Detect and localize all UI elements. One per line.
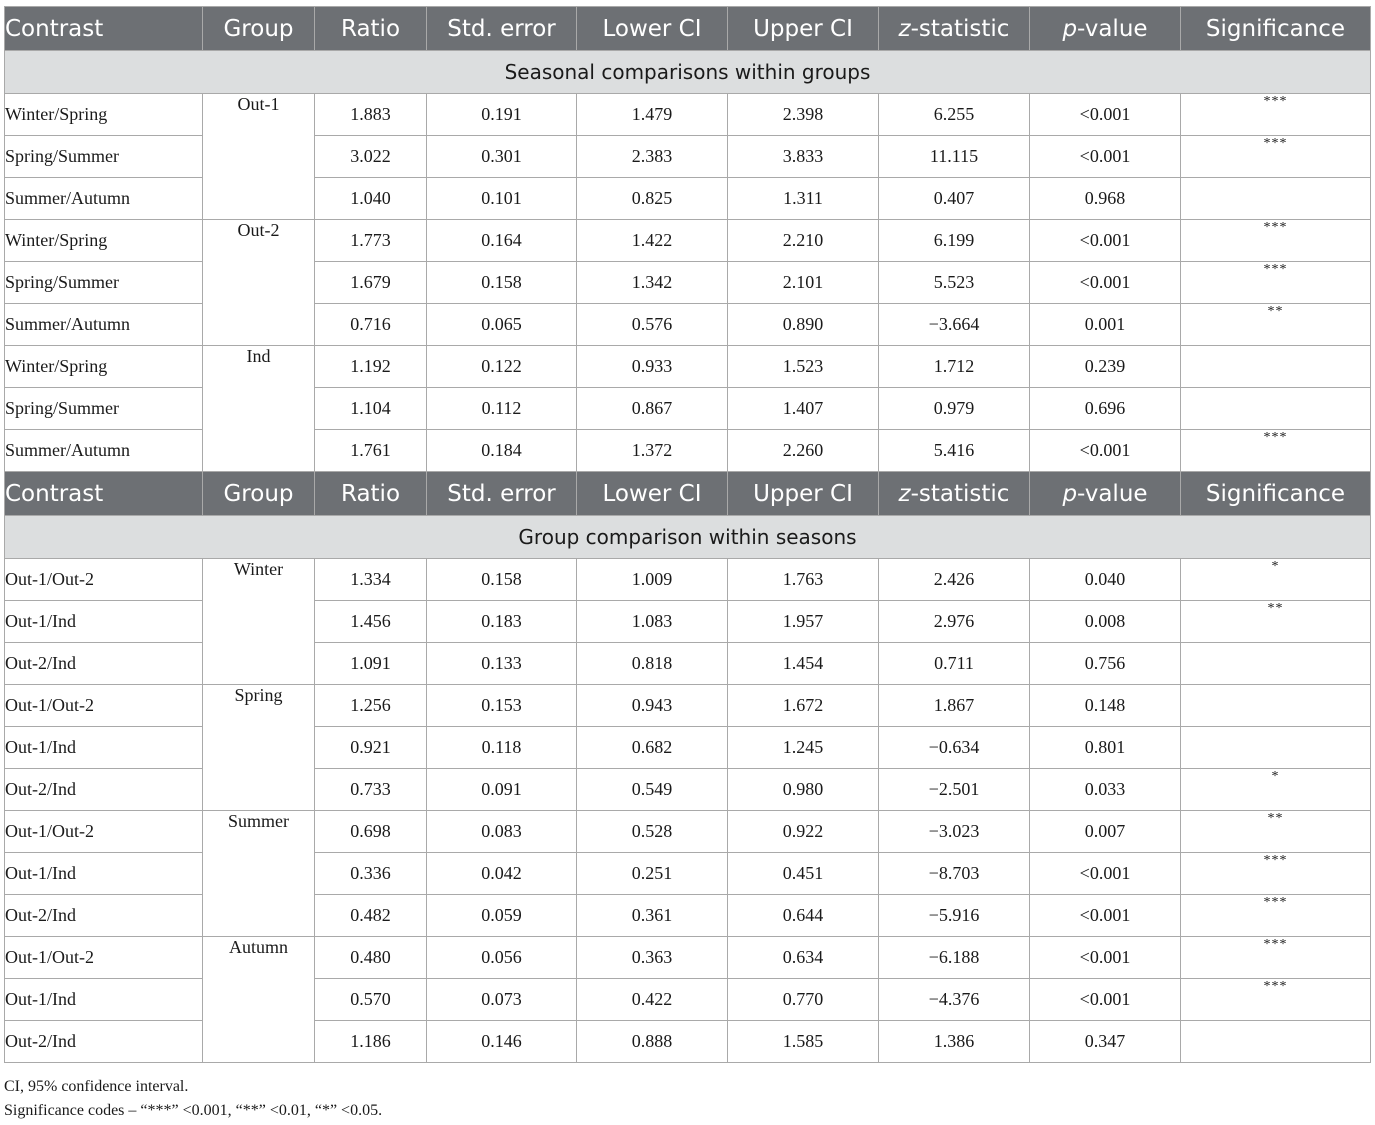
cell-p-value: 0.756 [1030,643,1181,685]
cell-contrast: Out-2/Ind [5,895,203,937]
cell-upper-ci: 1.763 [728,559,879,601]
cell-upper-ci: 0.451 [728,853,879,895]
cell-p-value: 0.801 [1030,727,1181,769]
cell-std-error: 0.184 [427,430,577,472]
cell-significance: *** [1181,853,1371,895]
cell-p-value: <0.001 [1030,430,1181,472]
cell-z-statistic: 1.386 [879,1021,1030,1063]
cell-contrast: Winter/Spring [5,346,203,388]
table-row [5,559,1371,601]
cell-lower-ci: 0.888 [577,1021,728,1063]
section-title: Seasonal comparisons within groups [5,51,1371,94]
cell-upper-ci: 0.770 [728,979,879,1021]
column-header-z-statistic: z-statistic [879,472,1030,516]
cell-lower-ci: 0.549 [577,769,728,811]
table-row [5,937,1371,979]
cell-upper-ci: 2.101 [728,262,879,304]
table-row [5,94,1371,136]
cell-p-value: <0.001 [1030,220,1181,262]
cell-ratio: 3.022 [315,136,427,178]
column-header-p-value: p-value [1030,472,1181,516]
cell-upper-ci: 0.890 [728,304,879,346]
cell-ratio: 0.921 [315,727,427,769]
cell-z-statistic: 5.523 [879,262,1030,304]
cell-z-statistic: −3.664 [879,304,1030,346]
cell-contrast: Out-1/Out-2 [5,559,203,601]
cell-ratio: 0.733 [315,769,427,811]
cell-group: Out-2 [203,220,315,346]
cell-lower-ci: 0.361 [577,895,728,937]
cell-upper-ci: 1.585 [728,1021,879,1063]
cell-ratio: 1.883 [315,94,427,136]
cell-z-statistic: 1.867 [879,685,1030,727]
cell-lower-ci: 0.576 [577,304,728,346]
cell-significance [1181,388,1371,430]
cell-z-statistic: −2.501 [879,769,1030,811]
cell-z-statistic: −4.376 [879,979,1030,1021]
column-header-upper-ci: Upper CI [728,472,879,516]
cell-p-value: <0.001 [1030,136,1181,178]
column-header-contrast: Contrast [5,7,203,51]
cell-z-statistic: 5.416 [879,430,1030,472]
cell-p-value: 0.148 [1030,685,1181,727]
cell-contrast: Out-1/Out-2 [5,937,203,979]
cell-upper-ci: 1.407 [728,388,879,430]
cell-contrast: Out-1/Ind [5,727,203,769]
cell-significance [1181,346,1371,388]
cell-z-statistic: 0.711 [879,643,1030,685]
cell-upper-ci: 0.644 [728,895,879,937]
cell-p-value: <0.001 [1030,853,1181,895]
cell-contrast: Out-2/Ind [5,1021,203,1063]
cell-ratio: 1.256 [315,685,427,727]
cell-significance: *** [1181,220,1371,262]
cell-lower-ci: 0.825 [577,178,728,220]
cell-lower-ci: 0.943 [577,685,728,727]
cell-upper-ci: 3.833 [728,136,879,178]
cell-significance: * [1181,559,1371,601]
cell-group: Out-1 [203,94,315,220]
cell-upper-ci: 1.454 [728,643,879,685]
cell-ratio: 0.482 [315,895,427,937]
cell-ratio: 0.570 [315,979,427,1021]
column-header-ratio: Ratio [315,472,427,516]
cell-p-value: <0.001 [1030,94,1181,136]
cell-lower-ci: 2.383 [577,136,728,178]
section-title: Group comparison within seasons [5,516,1371,559]
cell-z-statistic: −8.703 [879,853,1030,895]
table-row [5,346,1371,388]
cell-p-value: 0.008 [1030,601,1181,643]
cell-std-error: 0.059 [427,895,577,937]
cell-z-statistic: 6.199 [879,220,1030,262]
cell-group: Spring [203,685,315,811]
cell-z-statistic: −5.916 [879,895,1030,937]
cell-ratio: 0.336 [315,853,427,895]
cell-significance: ** [1181,811,1371,853]
cell-p-value: 0.033 [1030,769,1181,811]
cell-ratio: 1.679 [315,262,427,304]
cell-contrast: Summer/Autumn [5,430,203,472]
cell-significance [1181,1021,1371,1063]
cell-ratio: 1.761 [315,430,427,472]
cell-contrast: Spring/Summer [5,388,203,430]
cell-significance: *** [1181,979,1371,1021]
cell-contrast: Winter/Spring [5,220,203,262]
cell-group: Autumn [203,937,315,1063]
cell-lower-ci: 0.818 [577,643,728,685]
cell-ratio: 0.716 [315,304,427,346]
cell-z-statistic: 1.712 [879,346,1030,388]
column-header-lower-ci: Lower CI [577,7,728,51]
column-header-significance: Significance [1181,472,1371,516]
cell-contrast: Out-1/Ind [5,979,203,1021]
cell-ratio: 0.698 [315,811,427,853]
cell-upper-ci: 2.398 [728,94,879,136]
cell-p-value: 0.696 [1030,388,1181,430]
cell-ratio: 1.192 [315,346,427,388]
cell-std-error: 0.164 [427,220,577,262]
section-row [5,516,1371,559]
cell-group: Ind [203,346,315,472]
cell-ratio: 1.773 [315,220,427,262]
cell-z-statistic: 2.426 [879,559,1030,601]
cell-std-error: 0.083 [427,811,577,853]
cell-significance: *** [1181,430,1371,472]
cell-upper-ci: 2.260 [728,430,879,472]
cell-z-statistic: −6.188 [879,937,1030,979]
cell-lower-ci: 0.682 [577,727,728,769]
cell-significance: *** [1181,94,1371,136]
cell-significance: * [1181,769,1371,811]
cell-std-error: 0.153 [427,685,577,727]
cell-upper-ci: 0.980 [728,769,879,811]
cell-p-value: <0.001 [1030,895,1181,937]
cell-p-value: 0.040 [1030,559,1181,601]
cell-contrast: Summer/Autumn [5,304,203,346]
column-header-z-statistic: z-statistic [879,7,1030,51]
cell-upper-ci: 0.922 [728,811,879,853]
cell-contrast: Summer/Autumn [5,178,203,220]
cell-lower-ci: 0.867 [577,388,728,430]
table-footnotes [4,1075,1370,1123]
cell-upper-ci: 0.634 [728,937,879,979]
cell-lower-ci: 1.422 [577,220,728,262]
header-row [5,472,1371,516]
cell-std-error: 0.133 [427,643,577,685]
cell-z-statistic: 6.255 [879,94,1030,136]
cell-ratio: 1.104 [315,388,427,430]
cell-contrast: Out-1/Ind [5,601,203,643]
cell-contrast: Out-1/Ind [5,853,203,895]
results-table [4,6,1371,1063]
cell-z-statistic: 11.115 [879,136,1030,178]
cell-significance [1181,178,1371,220]
cell-significance: ** [1181,601,1371,643]
column-header-ratio: Ratio [315,7,427,51]
column-header-group: Group [203,472,315,516]
table-row [5,220,1371,262]
cell-upper-ci: 1.523 [728,346,879,388]
cell-lower-ci: 1.479 [577,94,728,136]
cell-significance [1181,643,1371,685]
cell-significance: *** [1181,937,1371,979]
column-header-contrast: Contrast [5,472,203,516]
cell-std-error: 0.091 [427,769,577,811]
column-header-group: Group [203,7,315,51]
cell-lower-ci: 0.363 [577,937,728,979]
cell-p-value: 0.347 [1030,1021,1181,1063]
cell-std-error: 0.191 [427,94,577,136]
column-header-significance: Significance [1181,7,1371,51]
cell-group: Summer [203,811,315,937]
cell-ratio: 1.334 [315,559,427,601]
column-header-std-error: Std. error [427,472,577,516]
cell-p-value: 0.239 [1030,346,1181,388]
cell-p-value: <0.001 [1030,979,1181,1021]
cell-z-statistic: −3.023 [879,811,1030,853]
cell-ratio: 1.186 [315,1021,427,1063]
cell-upper-ci: 2.210 [728,220,879,262]
column-header-lower-ci: Lower CI [577,472,728,516]
cell-significance: ** [1181,304,1371,346]
cell-lower-ci: 1.009 [577,559,728,601]
cell-lower-ci: 0.528 [577,811,728,853]
cell-std-error: 0.183 [427,601,577,643]
cell-std-error: 0.101 [427,178,577,220]
cell-contrast: Out-1/Out-2 [5,811,203,853]
cell-z-statistic: 0.979 [879,388,1030,430]
cell-lower-ci: 1.372 [577,430,728,472]
cell-ratio: 1.091 [315,643,427,685]
cell-p-value: <0.001 [1030,937,1181,979]
cell-lower-ci: 0.933 [577,346,728,388]
cell-std-error: 0.065 [427,304,577,346]
table-row [5,811,1371,853]
cell-p-value: <0.001 [1030,262,1181,304]
cell-std-error: 0.122 [427,346,577,388]
cell-lower-ci: 1.083 [577,601,728,643]
footnote-ci: CI, 95% confidence interval. [4,1078,189,1095]
cell-significance [1181,685,1371,727]
cell-upper-ci: 1.672 [728,685,879,727]
cell-z-statistic: −0.634 [879,727,1030,769]
cell-contrast: Spring/Summer [5,136,203,178]
cell-ratio: 0.480 [315,937,427,979]
cell-std-error: 0.118 [427,727,577,769]
column-header-std-error: Std. error [427,7,577,51]
table-row [5,685,1371,727]
cell-upper-ci: 1.245 [728,727,879,769]
section-row [5,51,1371,94]
cell-ratio: 1.040 [315,178,427,220]
cell-lower-ci: 0.251 [577,853,728,895]
cell-upper-ci: 1.957 [728,601,879,643]
column-header-upper-ci: Upper CI [728,7,879,51]
cell-std-error: 0.158 [427,559,577,601]
cell-p-value: 0.001 [1030,304,1181,346]
cell-std-error: 0.112 [427,388,577,430]
cell-upper-ci: 1.311 [728,178,879,220]
cell-contrast: Spring/Summer [5,262,203,304]
cell-significance: *** [1181,262,1371,304]
cell-contrast: Out-2/Ind [5,643,203,685]
column-header-p-value: p-value [1030,7,1181,51]
cell-significance [1181,727,1371,769]
cell-significance: *** [1181,136,1371,178]
cell-std-error: 0.146 [427,1021,577,1063]
cell-std-error: 0.073 [427,979,577,1021]
cell-std-error: 0.158 [427,262,577,304]
cell-std-error: 0.301 [427,136,577,178]
cell-group: Winter [203,559,315,685]
cell-lower-ci: 1.342 [577,262,728,304]
cell-p-value: 0.007 [1030,811,1181,853]
cell-contrast: Out-2/Ind [5,769,203,811]
footnote-significance-codes: Significance codes – “***” <0.001, “**” <0.01, “*” <0.05. [4,1102,383,1119]
cell-contrast: Out-1/Out-2 [5,685,203,727]
cell-lower-ci: 0.422 [577,979,728,1021]
cell-significance: *** [1181,895,1371,937]
header-row [5,7,1371,51]
cell-ratio: 1.456 [315,601,427,643]
cell-std-error: 0.056 [427,937,577,979]
cell-p-value: 0.968 [1030,178,1181,220]
cell-std-error: 0.042 [427,853,577,895]
cell-z-statistic: 2.976 [879,601,1030,643]
cell-contrast: Winter/Spring [5,94,203,136]
cell-z-statistic: 0.407 [879,178,1030,220]
